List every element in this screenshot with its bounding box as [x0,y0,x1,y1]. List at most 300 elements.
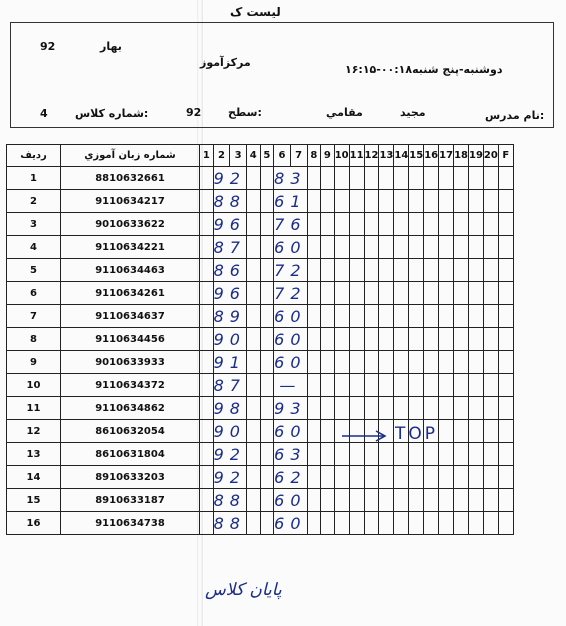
grade-cell [454,489,469,512]
grade-cell [394,167,409,190]
score-first: 92 [213,168,246,188]
row-number: 3 [7,213,61,236]
score-first: 87 [213,375,246,395]
grade-cell [468,397,483,420]
score-first: 90 [213,421,246,441]
grade-cell [468,512,483,535]
student-id: 8910633187 [61,489,200,512]
grade-cell [483,443,498,466]
grade-cell [483,328,498,351]
grade-cell [246,213,260,236]
grade-cell [364,443,379,466]
grade-cell [394,489,409,512]
grade-cell [379,397,394,420]
grade-cell [334,328,349,351]
grade-cell [483,374,498,397]
grade-cell [424,351,439,374]
grade-cell [468,259,483,282]
grade-cell [498,167,513,190]
grade-cell [307,190,321,213]
score-first: 90 [213,329,246,349]
grade-cell [394,213,409,236]
grade-cell [483,305,498,328]
row-number: 13 [7,443,61,466]
grade-cell [349,259,364,282]
grade-cell [454,328,469,351]
grade-cell [200,466,214,489]
grade-cell [349,167,364,190]
grade-cell [364,305,379,328]
grade-cell [349,374,364,397]
grade-cell [394,236,409,259]
class-number-value: 4 [40,107,48,120]
grade-cell [364,190,379,213]
grade-cell [379,351,394,374]
row-number: 7 [7,305,61,328]
grade-cell [334,351,349,374]
grade-cell [349,328,364,351]
grade-cell [498,443,513,466]
score-first: 88 [213,490,246,510]
grade-cell [424,236,439,259]
grade-cell [439,328,454,351]
row-number: 10 [7,374,61,397]
student-id: 9110634372 [61,374,200,397]
level-label: سطح: [228,106,262,119]
grade-cell [394,351,409,374]
grade-cell [409,443,424,466]
header-col-7: 7 [290,145,307,167]
grade-cell [321,466,335,489]
grade-cell [424,259,439,282]
grade-cell [409,282,424,305]
grade-cell [321,443,335,466]
grade-cell [454,351,469,374]
header-col-13: 13 [379,145,394,167]
score-second: 76 [274,214,307,234]
row-number: 9 [7,351,61,374]
grade-cell [468,167,483,190]
grade-cell [468,328,483,351]
grade-cell [307,305,321,328]
grade-cell [349,397,364,420]
grade-cell [246,282,260,305]
grade-cell [498,397,513,420]
teacher-last-name: مقامي [326,106,363,119]
grade-cell [200,397,214,420]
grade-cell [307,443,321,466]
student-id: 9010633622 [61,213,200,236]
grade-cell [260,282,274,305]
grade-cell [364,167,379,190]
student-id: 9110634463 [61,259,200,282]
score-first: 96 [213,283,246,303]
grade-cell [260,489,274,512]
grade-cell [246,305,260,328]
grade-cell [468,466,483,489]
grade-cell [364,282,379,305]
row-number: 2 [7,190,61,213]
grade-cell [379,213,394,236]
grade-cell [321,305,335,328]
grade-cell [394,328,409,351]
student-id: 8610632054 [61,420,200,443]
grade-cell [321,489,335,512]
grade-cell [498,466,513,489]
grade-cell [468,305,483,328]
grade-cell [454,466,469,489]
score-second: 63 [274,444,307,464]
grade-cell [334,259,349,282]
grade-cell [260,259,274,282]
grade-cell [394,190,409,213]
grade-cell [321,397,335,420]
grade-cell [468,213,483,236]
grade-cell [200,282,214,305]
grade-cell [394,374,409,397]
grade-cell [498,328,513,351]
grade-cell [498,512,513,535]
score-second: 60 [274,237,307,257]
score-second: 72 [274,260,307,280]
grade-cell [498,489,513,512]
grade-cell [409,489,424,512]
grade-cell [349,282,364,305]
grade-cell [364,351,379,374]
header-col-20: 20 [483,145,498,167]
grade-cell [409,213,424,236]
grade-cell [379,282,394,305]
score-second: 60 [274,352,307,372]
score-second: 60 [274,490,307,510]
grade-cell [246,466,260,489]
header-col-18: 18 [454,145,469,167]
season-label: بهار [100,40,122,53]
grade-cell [379,167,394,190]
score-second: 60 [274,421,307,441]
grade-cell [349,213,364,236]
grade-cell [424,282,439,305]
grade-cell [439,167,454,190]
grade-cell [468,351,483,374]
grade-cell [246,443,260,466]
grade-cell [307,328,321,351]
grade-cell [246,420,260,443]
grade-cell [483,259,498,282]
table-row [7,397,514,420]
header-student-id: شماره زبان آموزي [61,145,200,167]
grade-cell [307,213,321,236]
teacher-label: نام مدرس: [485,109,545,122]
grade-cell [200,351,214,374]
grade-cell [409,512,424,535]
grade-cell [260,236,274,259]
score-first: 92 [213,467,246,487]
table-row [7,259,514,282]
grade-cell [394,305,409,328]
table-row [7,167,514,190]
student-id: 9010633933 [61,351,200,374]
row-number: 1 [7,167,61,190]
grade-cell [483,512,498,535]
grade-cell [454,443,469,466]
student-id: 9110634261 [61,282,200,305]
grade-cell [321,259,335,282]
grade-cell [424,328,439,351]
header-col-4: 4 [246,145,260,167]
grade-cell [246,397,260,420]
grade-cell [424,305,439,328]
grade-cell [439,236,454,259]
arrow-right-icon [340,429,390,443]
header-col-19: 19 [468,145,483,167]
score-first: 96 [213,214,246,234]
grade-cell [409,259,424,282]
grade-cell [321,167,335,190]
header-col-9: 9 [321,145,335,167]
score-first: 89 [213,306,246,326]
grade-cell [468,374,483,397]
grade-cell [334,466,349,489]
grade-cell [468,420,483,443]
grade-cell [246,259,260,282]
grade-cell [334,512,349,535]
table-row [7,213,514,236]
grade-cell [483,420,498,443]
grade-cell [307,397,321,420]
grade-cell [334,236,349,259]
header-col-17: 17 [439,145,454,167]
header-col-3: 3 [230,145,247,167]
grade-cell [379,328,394,351]
grade-cell [379,443,394,466]
row-number: 16 [7,512,61,535]
table-row [7,466,514,489]
grade-cell [246,190,260,213]
grade-cell [498,282,513,305]
grade-cell [246,489,260,512]
grade-cell [409,236,424,259]
grade-cell [379,259,394,282]
student-id: 8610631804 [61,443,200,466]
grade-cell [364,328,379,351]
grade-cell [409,397,424,420]
grade-cell [349,512,364,535]
grade-cell [200,512,214,535]
header-col-16: 16 [424,145,439,167]
grade-cell [349,305,364,328]
grade-cell [321,420,335,443]
grade-cell [439,443,454,466]
score-second: 83 [274,168,307,188]
header-col-F: F [498,145,513,167]
grade-cell [454,236,469,259]
grade-cell [454,420,469,443]
grade-cell [379,190,394,213]
grade-cell [439,213,454,236]
score-first: 88 [213,191,246,211]
grade-cell [307,351,321,374]
grade-cell [424,167,439,190]
grade-cell [349,190,364,213]
row-number: 15 [7,489,61,512]
grade-cell [424,374,439,397]
student-id: 8910633203 [61,466,200,489]
score-first: 87 [213,237,246,257]
grade-cell [321,236,335,259]
grade-cell [424,512,439,535]
student-id: 9110634862 [61,397,200,420]
grade-cell [321,190,335,213]
grade-cell [424,190,439,213]
grade-cell [321,351,335,374]
grade-cell [498,374,513,397]
grade-cell [364,236,379,259]
grade-cell [334,213,349,236]
grade-cell [409,167,424,190]
row-number: 11 [7,397,61,420]
table-row [7,512,514,535]
level-value: 92 [186,106,202,119]
grade-cell [200,305,214,328]
grade-cell [200,420,214,443]
header-col-8: 8 [307,145,321,167]
grade-cell [364,466,379,489]
table-row [7,282,514,305]
grade-cell [424,466,439,489]
grade-cell [334,443,349,466]
grade-cell [246,167,260,190]
grade-cell [334,374,349,397]
grade-cell [439,259,454,282]
year-value: 92 [40,40,56,53]
grade-cell [454,213,469,236]
score-first: 91 [213,352,246,372]
score-second: 60 [274,306,307,326]
header-col-6: 6 [274,145,291,167]
grade-cell [307,489,321,512]
student-id: 9110634456 [61,328,200,351]
grade-cell [307,512,321,535]
list-title: لیست ک [230,5,281,19]
grade-cell [307,167,321,190]
score-second: 72 [274,283,307,303]
score-second: 60 [274,513,307,533]
grade-cell [439,420,454,443]
grade-cell [246,351,260,374]
grade-cell [498,190,513,213]
grade-cell [394,443,409,466]
grade-cell [483,167,498,190]
grade-cell [483,489,498,512]
score-second: 62 [274,467,307,487]
grade-cell [483,190,498,213]
grade-cell [498,351,513,374]
header-col-1: 1 [200,145,214,167]
grade-cell [439,374,454,397]
grade-cell [454,259,469,282]
grade-cell [483,351,498,374]
grade-cell [498,305,513,328]
center-label: مرکزآموز [200,56,251,69]
grade-cell [260,213,274,236]
score-first: 86 [213,260,246,280]
grade-cell [260,420,274,443]
grade-cell [439,282,454,305]
grade-cell [334,167,349,190]
grade-cell [246,512,260,535]
header-col-5: 5 [260,145,274,167]
table-row [7,489,514,512]
grade-cell [321,282,335,305]
grade-cell [379,466,394,489]
grade-cell [260,374,274,397]
grade-cell [483,466,498,489]
grade-cell [307,420,321,443]
table-row [7,236,514,259]
grade-cell [468,236,483,259]
score-second: 60 [274,329,307,349]
grade-cell [349,466,364,489]
score-second: 93 [274,398,307,418]
student-id: 9110634217 [61,190,200,213]
grade-cell [424,213,439,236]
grade-cell [439,512,454,535]
row-number: 4 [7,236,61,259]
grade-cell [260,351,274,374]
table-row [7,443,514,466]
grade-cell [379,489,394,512]
grade-cell [468,282,483,305]
table-row [7,190,514,213]
student-id: 9110634637 [61,305,200,328]
header-col-12: 12 [364,145,379,167]
grade-cell [200,236,214,259]
grade-cell [200,443,214,466]
grade-cell [246,374,260,397]
table-row [7,305,514,328]
grade-cell [334,305,349,328]
grade-cell [454,167,469,190]
grade-cell [454,190,469,213]
grade-cell [454,512,469,535]
row-number: 8 [7,328,61,351]
grade-cell [409,305,424,328]
grade-cell [307,466,321,489]
grade-cell [260,466,274,489]
grade-cell [439,397,454,420]
grade-cell [307,374,321,397]
grade-cell [321,328,335,351]
grade-cell [307,282,321,305]
score-first: 92 [213,444,246,464]
grade-cell [439,466,454,489]
student-id: 9110634738 [61,512,200,535]
grade-cell [483,236,498,259]
grade-cell [349,443,364,466]
table-row [7,328,514,351]
header-row-number: رديف [7,145,61,167]
grade-cell [260,512,274,535]
grade-cell [200,190,214,213]
grade-cell [364,213,379,236]
row-number: 14 [7,466,61,489]
grade-cell [394,282,409,305]
attendance-table [6,144,514,535]
grade-cell [424,443,439,466]
grade-cell [260,305,274,328]
grade-cell [307,259,321,282]
